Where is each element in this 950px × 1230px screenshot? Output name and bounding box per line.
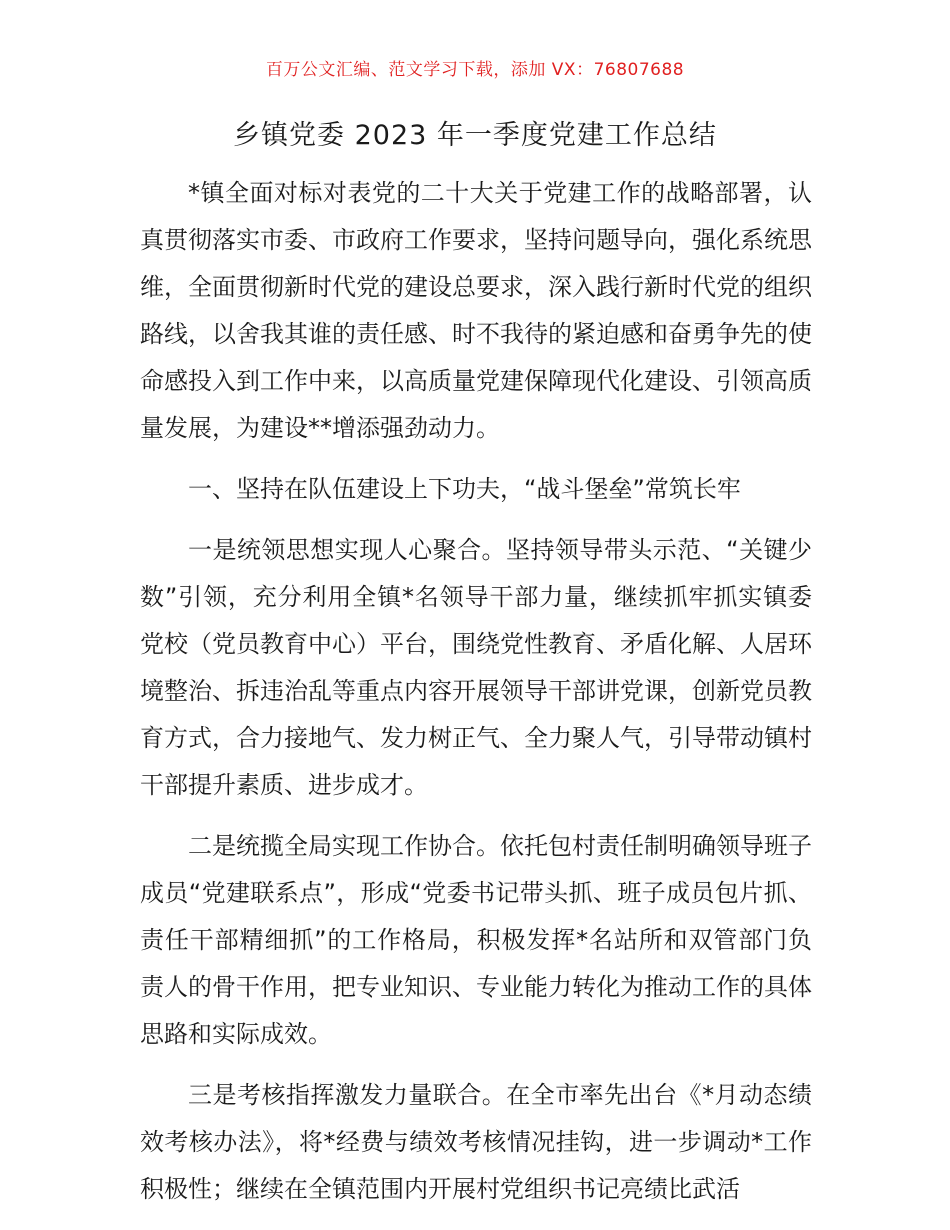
paragraph-intro: *镇全面对标对表党的二十大关于党建工作的战略部署，认真贯彻落实市委、市政府工作要求，坚持问题导向，强化系统思维，全面贯彻新时代党的建设总要求，深入践行新时代党的组织路线，以舍我其谁的责任感、时不我待的紧迫感和奋勇争先的使命感投入到工作中来，以高质量党建保障现代化建设、引领高质量发展，为建设**增添强劲动力。: [140, 179, 812, 442]
paragraph-point-2: 二是统揽全局实现工作协合。依托包村责任制明确领导班子成员“党建联系点”，形成“党委书记带头抓、班子成员包片抓、责任干部精细抓”的工作格局，积极发挥*名站所和双管部门负责人的骨干作用，把专业知识、专业能力转化为推动工作的具体思路和实际成效。: [140, 832, 812, 1048]
paragraph-point-3: 三是考核指挥激发力量联合。在全市率先出台《*月动态绩效考核办法》，将*经费与绩效考核情况挂钩，进一步调动*工作积极性；继续在全镇范围内开展村党组织书记亮绩比武活: [140, 1081, 812, 1203]
watermark-text: 百万公文汇编、范文学习下载，添加 VX：76807688: [265, 60, 685, 80]
paragraph-point-1: 一是统领思想实现人心聚合。坚持领导带头示范、“关键少数”引领，充分利用全镇*名领导干部力量，继续抓牢抓实镇委党校（党员教育中心）平台，围绕党性教育、矛盾化解、人居环境整治、拆违治乱等重点内容开展领导干部讲党课，创新党员教育方式，合力接地气、发力树正气、全力聚人气，引导带动镇村干部提升素质、进步成才。: [140, 536, 812, 799]
document-title: 乡镇党委 2023 年一季度党建工作总结: [233, 120, 717, 151]
section-heading-1: 一、坚持在队伍建设上下功夫，“战斗堡垒”常筑长牢: [188, 475, 741, 503]
document-body: [140, 170, 812, 1227]
